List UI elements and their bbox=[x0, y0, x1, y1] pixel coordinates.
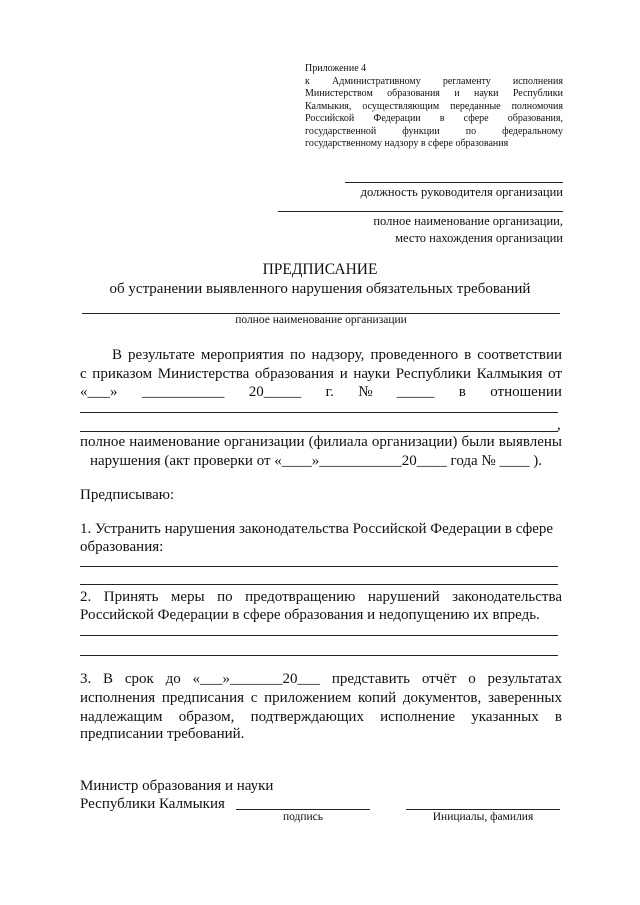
item-2-fill-line-2 bbox=[80, 655, 558, 656]
appendix-line-5: государственной функции по федеральному bbox=[305, 125, 563, 137]
position-signature-line bbox=[345, 182, 563, 183]
item-3-line-3: надлежащим образом, подтверждающих исполнение указанных в bbox=[80, 709, 562, 725]
org-label-1: полное наименование организации, bbox=[373, 214, 563, 228]
document-subtitle: об устранении выявленного нарушения обязательных требований bbox=[109, 281, 531, 297]
document-title: ПРЕДПИСАНИЕ bbox=[262, 261, 378, 278]
appendix-line-1: к Административному регламенту исполнения bbox=[305, 75, 563, 87]
org-full-name-caption: полное наименование организации bbox=[235, 314, 407, 326]
p1-line-4: полное наименование организации (филиала организации) были выявлены bbox=[80, 434, 562, 450]
item-1-line-1: 1. Устранить нарушения законодательства Российской Федерации в сфере bbox=[80, 521, 554, 537]
item-2-line-2: Российской Федерации в сфере образования и недопущению их впредь. bbox=[80, 607, 540, 623]
minister-title-line-1: Министр образования и науки bbox=[80, 778, 274, 794]
p1-comma: , bbox=[557, 417, 561, 433]
minister-title-line-2: Республики Калмыкия bbox=[80, 796, 225, 812]
p1-line-3 bbox=[80, 383, 562, 402]
number-sign: № bbox=[358, 384, 373, 400]
signature-line bbox=[236, 809, 370, 810]
p1-line-1: В результате мероприятия по надзору, проведенного в соответствии bbox=[112, 347, 562, 363]
signature-caption: подпись bbox=[282, 811, 324, 823]
date-day-blank: «___» bbox=[80, 384, 118, 400]
appendix-line-2: Министерством образования и науки Республики bbox=[305, 88, 563, 99]
org-name-line bbox=[278, 211, 563, 212]
name-caption: Инициалы, фамилия bbox=[432, 811, 534, 823]
org-fill-line-2 bbox=[80, 431, 558, 432]
appendix-line-3: Калмыкия, осуществляющим переданные полномочия bbox=[305, 100, 563, 112]
date-month-blank: ___________ bbox=[141, 384, 225, 400]
appendix-line-6: государственному надзору в сфере образования bbox=[305, 138, 509, 149]
item-3-line-1: 3. В срок до «___»_______20___ представить отчёт о результатах bbox=[80, 671, 562, 687]
item-1-line-2: образования: bbox=[80, 539, 164, 555]
otnoshenii-word: отношении bbox=[490, 384, 562, 400]
name-line bbox=[406, 809, 560, 810]
preposition-v: в bbox=[458, 384, 466, 400]
p1-line-2: с приказом Министерства образования и науки Республики Калмыкия от bbox=[80, 366, 562, 382]
order-number-blank: _____ bbox=[396, 384, 435, 400]
item-2-line-1: 2. Принять меры по предотвращению нарушений законодательства bbox=[80, 589, 562, 605]
date-year-blank: 20_____ bbox=[248, 384, 302, 400]
appendix-block bbox=[305, 63, 563, 151]
item-3-line-2: исполнения предписания с приложением копий документов, заверенных bbox=[80, 690, 562, 706]
item-3-line-4: предписании требований. bbox=[80, 726, 245, 742]
item-2-fill-line-1 bbox=[80, 635, 558, 636]
appendix-line-4: Российской Федерации в сфере образования, bbox=[305, 113, 563, 124]
prescribe-label: Предписываю: bbox=[80, 487, 175, 503]
p1-line-5: нарушения (акт проверки от «____»___________20____ года № ____ ). bbox=[90, 453, 542, 469]
position-label: должность руководителя организации bbox=[360, 185, 563, 199]
item-1-fill-line-2 bbox=[80, 584, 558, 585]
item-1-fill-line-1 bbox=[80, 566, 558, 567]
org-label-2: место нахождения организации bbox=[395, 231, 563, 245]
org-fill-line-1 bbox=[80, 412, 558, 413]
appendix-title: Приложение 4 bbox=[305, 63, 367, 74]
year-abbr: г. bbox=[325, 384, 334, 400]
